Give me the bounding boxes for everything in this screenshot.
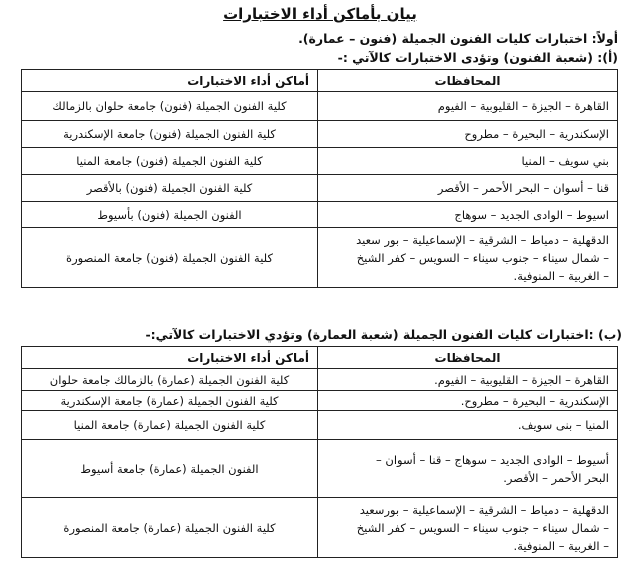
governorates-line: – الغربية – المنوفية. bbox=[513, 268, 609, 283]
table-b-header-row bbox=[22, 347, 618, 369]
governorates-line: اسيوط – الوادى الجديد – سوهاج bbox=[454, 207, 609, 222]
section-heading: أولاً: اختبارات كليات الفنون الجميلة (فنون – عمارة). bbox=[298, 31, 618, 46]
governorates-line: بني سويف – المنيا bbox=[521, 154, 609, 168]
governorates-cell bbox=[318, 121, 618, 148]
document-title: بيان بأماكن أداء الاختبارات bbox=[223, 5, 417, 23]
table-b bbox=[21, 346, 618, 558]
place-cell: كلية الفنون الجميلة (فنون) جامعة المنصورة bbox=[22, 228, 318, 288]
place-cell: كلية الفنون الجميلة (فنون) جامعة الإسكندرية bbox=[22, 121, 318, 148]
governorates-line: – الغربية – المنوفية. bbox=[513, 538, 609, 553]
governorates-line: الإسكندرية – البحيرة – مطروح bbox=[464, 127, 609, 141]
subsection-a-heading: (أ): (شعبة الفنون) وتؤدى الاختبارات كالآتي :- bbox=[337, 50, 618, 65]
place-cell: كلية الفنون الجميلة (فنون) جامعة حلوان بالزمالك bbox=[22, 92, 318, 121]
governorates-line: القاهرة – الجيزة – القليوبية – الفيوم bbox=[437, 99, 609, 113]
table-row bbox=[22, 202, 618, 228]
governorates-line: الدقهلية – دمياط – الشرقية – الإسماعيلية – بورسعيد bbox=[359, 502, 609, 517]
table-row bbox=[22, 440, 618, 498]
table-row bbox=[22, 228, 618, 288]
table-row bbox=[22, 498, 618, 558]
governorates-cell bbox=[318, 202, 618, 228]
governorates-cell bbox=[318, 391, 618, 411]
place-cell: كلية الفنون الجميلة (عمارة) بالزمالك جامعة حلوان bbox=[22, 369, 318, 391]
governorates-line: المنيا – بنى سويف. bbox=[517, 418, 609, 432]
governorates-line: الدقهلية – دمياط – الشرقية – الإسماعيلية – بور سعيد bbox=[356, 232, 609, 247]
table-row bbox=[22, 391, 618, 411]
table-row bbox=[22, 148, 618, 175]
place-cell: كلية الفنون الجميلة (عمارة) جامعة الإسكندرية bbox=[22, 391, 318, 411]
governorates-cell bbox=[318, 440, 618, 498]
governorates-line: الإسكندرية – البحيرة – مطروح. bbox=[460, 393, 609, 408]
governorates-cell bbox=[318, 228, 618, 288]
header-places: أماكن أداء الاختبارات bbox=[22, 70, 318, 92]
governorates-line: القاهرة – الجيزة – القليوبية – الفيوم. bbox=[434, 372, 609, 387]
place-cell: الفنون الجميلة (فنون) بأسيوط bbox=[22, 202, 318, 228]
place-cell: كلية الفنون الجميلة (فنون) بالأقصر bbox=[22, 175, 318, 202]
table-row bbox=[22, 369, 618, 391]
place-cell: كلية الفنون الجميلة (فنون) جامعة المنيا bbox=[22, 148, 318, 175]
governorates-line: قنا – أسوان – البحر الأحمر – الأقصر bbox=[437, 181, 609, 195]
governorates-cell bbox=[318, 411, 618, 440]
governorates-line: – شمال سيناء – جنوب سيناء – السويس – كفر الشيخ bbox=[356, 250, 609, 265]
table-row bbox=[22, 121, 618, 148]
subsection-b-heading: (ب) :اختبارات كليات الفنون الجميلة (شعبة العمارة) وتؤدي الاختبارات كالآتي:- bbox=[145, 327, 622, 342]
governorates-cell bbox=[318, 148, 618, 175]
table-row bbox=[22, 175, 618, 202]
header-places: أماكن أداء الاختبارات bbox=[22, 347, 318, 369]
place-cell: كلية الفنون الجميلة (عمارة) جامعة المنصورة bbox=[22, 498, 318, 558]
governorates-cell bbox=[318, 92, 618, 121]
table-row bbox=[22, 92, 618, 121]
table-a-header-row bbox=[22, 70, 618, 92]
governorates-line: البحر الأحمر – الأقصر. bbox=[503, 470, 609, 485]
table-row bbox=[22, 411, 618, 440]
table-a bbox=[21, 69, 618, 288]
place-cell: الفنون الجميلة (عمارة) جامعة أسيوط bbox=[22, 440, 318, 498]
governorates-cell bbox=[318, 498, 618, 558]
governorates-line: أسيوط – الوادى الجديد – سوهاج – قنا – أسوان – bbox=[376, 452, 609, 467]
header-governorates: المحافظات bbox=[318, 347, 618, 369]
governorates-line: – شمال سيناء – جنوب سيناء – السويس – كفر الشيخ bbox=[356, 520, 609, 535]
header-governorates: المحافظات bbox=[318, 70, 618, 92]
place-cell: كلية الفنون الجميلة (عمارة) جامعة المنيا bbox=[22, 411, 318, 440]
governorates-cell bbox=[318, 175, 618, 202]
governorates-cell bbox=[318, 369, 618, 391]
